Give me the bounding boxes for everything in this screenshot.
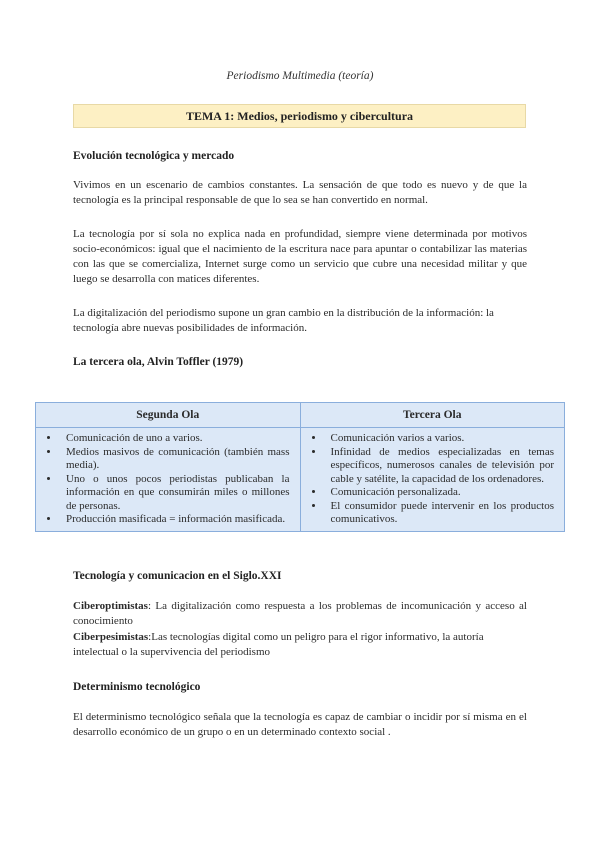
term-ciberoptimistas: Ciberoptimistas (73, 600, 148, 612)
paragraph-ciberpesimistas (73, 630, 527, 660)
list-item: • Comunicación varios a varios. (325, 432, 555, 446)
definition-ciberoptimistas: : La digitalización como respuesta a los problemas de incomunicación y acceso al conocimiento (73, 600, 527, 627)
section-heading-tercera-ola: La tercera ola, Alvin Toffler (1979) (73, 356, 244, 368)
header-segunda-ola: Segunda Ola (36, 403, 301, 428)
list-item: • Uno o unos pocos periodistas publicaban la información en que consumirán miles o millones de personas. (60, 473, 290, 514)
section-heading-siglo-xxi: Tecnología y comunicacion en el Siglo.XXI (73, 570, 282, 582)
definition-ciberpesimistas: :Las tecnologías digital como un peligro para el rigor informativo, la autoría intelectual o la supervivencia del periodismo (73, 631, 484, 658)
paragraph-tecnologia: La tecnología por sí sola no explica nada en profundidad, siempre viene determinada por motivos socio-económicos: igual que el nacimiento de la escritura nace para apuntar o contabilizar las materias con las que se comercializa, Internet surge como un servicio que cubre una necesidad militar y que luego se desarrolla con matices diferentes. (73, 228, 527, 285)
tercera-ola-list (309, 432, 555, 527)
section-heading-determinismo: Determinismo tecnológico (73, 681, 201, 693)
list-item: • Comunicación personalizada. (325, 486, 555, 500)
course-header: Periodismo Multimedia (teoría) (226, 70, 374, 82)
section-heading-evolucion: Evolución tecnológica y mercado (73, 150, 235, 162)
paragraph-digitalizacion: La digitalización del periodismo supone un gran cambio en la distribución de la información: la tecnología abre nuevas posibilidades de información. (73, 307, 494, 334)
table-row (36, 428, 565, 532)
table-header-row (36, 403, 565, 428)
list-item: • Comunicación de uno a varios. (60, 432, 290, 446)
list-item: • Medios masivos de comunicación (también mass media). (60, 446, 290, 473)
list-item: • Producción masificada = información masificada. (60, 513, 290, 527)
segunda-ola-list (44, 432, 290, 527)
paragraph-ciberoptimistas (73, 599, 527, 629)
segunda-ola-cell (36, 428, 301, 532)
topic-title: TEMA 1: Medios, periodismo y cibercultura (73, 104, 526, 128)
paragraph-escenario: Vivimos en un escenario de cambios constantes. La sensación de que todo es nuevo y de que la tecnología es la principal responsable de que lo sea se han convertido en normal. (73, 179, 527, 206)
tercera-ola-cell (300, 428, 565, 532)
olas-comparison-table (35, 402, 565, 532)
header-tercera-ola: Tercera Ola (300, 403, 565, 428)
paragraph-determinismo: El determinismo tecnológico señala que la tecnología es capaz de cambiar o incidir por sí misma en el desarrollo económico de un grupo o en un determinado contexto social . (73, 711, 527, 738)
term-ciberpesimistas: Ciberpesimistas (73, 631, 149, 643)
list-item: • El consumidor puede intervenir en los productos comunicativos. (325, 500, 555, 527)
list-item: • Infinidad de medios especializadas en temas específicos, numerosos canales de televisión por cable y satélite, la capacidad de los ordenadores. (325, 446, 555, 487)
